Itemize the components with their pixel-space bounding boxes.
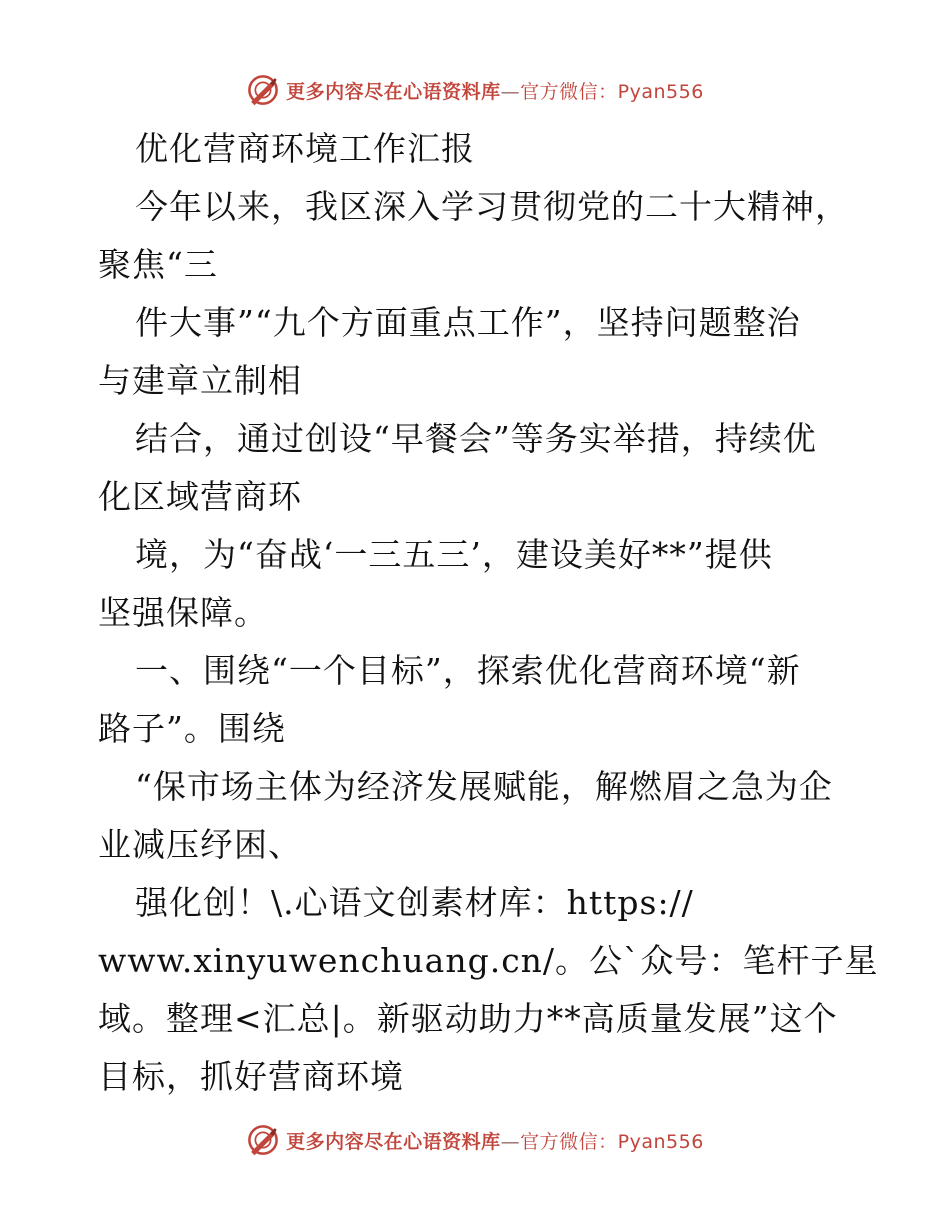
paragraph-line: 路子”。围绕 [98,709,286,748]
header-watermark-banner [0,70,950,110]
paragraph-line: 化区域营商环 [98,477,302,516]
banner-contact-text: 官方微信：Pyan556 [520,80,704,103]
paragraph-line: 目标，抓好营商环境 [98,1057,404,1096]
paragraph-line: “保市场主体为经济发展赋能，解燃眉之急为企 [135,767,833,806]
banner-main-text: 更多内容尽在心语资料库 [286,1130,501,1153]
paragraph-line: 业减压纾困、 [98,825,302,864]
document-body [98,120,879,1106]
paragraph-line: 聚焦“三 [98,245,218,284]
paragraph-line: 与建章立制相 [98,361,302,400]
header-banner-text [286,77,704,104]
banner-contact-text: 官方微信：Pyan556 [520,1130,704,1153]
banner-separator: — [500,80,521,103]
document-title: 优化营商环境工作汇报 [135,129,475,168]
paragraph-line: 域。整理<汇总|。新驱动助力**高质量发展”这个 [98,999,838,1038]
footer-watermark-banner [0,1120,950,1160]
paragraph-line: 结合，通过创设“早餐会”等务实举措，持续优 [135,419,817,458]
paragraph-line: 件大事”“九个方面重点工作”，坚持问题整治 [135,303,801,342]
pen-logo-icon [246,73,280,107]
banner-separator: — [500,1130,521,1153]
paragraph-line: www.xinyuwenchuang.cn/。公`众号：笔杆子星 [98,941,879,980]
banner-main-text: 更多内容尽在心语资料库 [286,80,501,103]
paragraph-line: 坚强保障。 [98,593,268,632]
paragraph-line: 今年以来，我区深入学习贯彻党的二十大精神， [135,187,849,226]
footer-banner-text [286,1127,704,1154]
paragraph-line: 境，为“奋战‘一三五三’，建设美好**”提供 [135,535,773,574]
pen-logo-icon [246,1123,280,1157]
paragraph-line: 强化创！\.心语文创素材库：https:// [135,883,694,922]
section-heading-line: 一、围绕“一个目标”，探索优化营商环境“新 [135,651,801,690]
